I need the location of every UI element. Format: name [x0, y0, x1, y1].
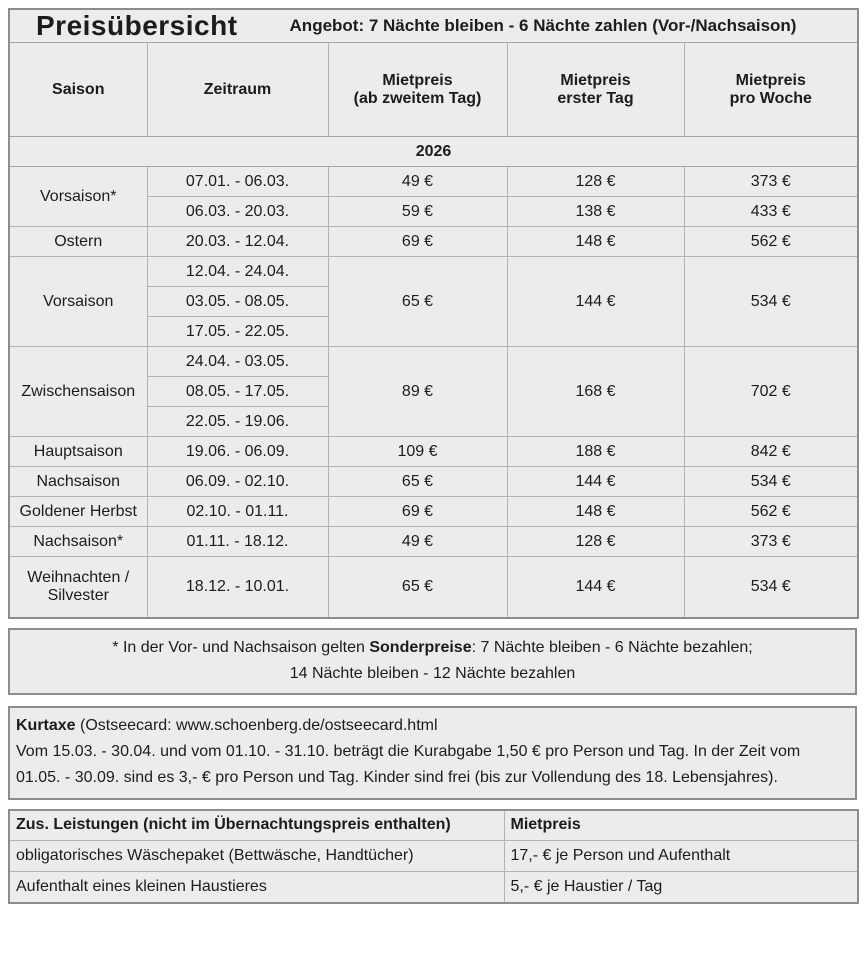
price-ab-zweitem-tag-cell: 69 €	[328, 497, 507, 527]
note-suffix: : 7 Nächte bleiben - 6 Nächte bezahlen;	[471, 638, 753, 656]
zeitraum-cell: 03.05. - 08.05.	[147, 287, 328, 317]
price-pro-woche-cell: 562 €	[684, 497, 858, 527]
zeitraum-cell: 24.04. - 03.05.	[147, 347, 328, 377]
zeitraum-cell: 06.09. - 02.10.	[147, 467, 328, 497]
zeitraum-cell: 01.11. - 18.12.	[147, 527, 328, 557]
column-header-sublabel: (ab zweitem Tag)	[353, 89, 482, 107]
note-bold-term: Sonderpreise	[369, 638, 472, 656]
kurtaxe-body: Vom 15.03. - 30.04. und vom 01.10. - 31.10. beträgt die Kurabgabe 1,50 € pro Person und Tag. In der Zeit vom 01.05. - 30.09. sind es 3,- € pro Person und Tag. Kinder sind frei (bis zur Vollendung des 18. Lebensjahres).	[16, 742, 801, 786]
column-header-mietpreis-ab-zweitem-tag	[328, 43, 507, 137]
zeitraum-cell: 07.01. - 06.03.	[147, 167, 328, 197]
column-header-zeitraum	[147, 43, 328, 137]
year-row	[9, 137, 858, 167]
price-ab-zweitem-tag-cell: 65 €	[328, 557, 507, 618]
price-pro-woche-cell: 842 €	[684, 437, 858, 467]
season-cell: Goldener Herbst	[9, 497, 147, 527]
column-header-saison	[9, 43, 147, 137]
price-pro-woche-cell: 433 €	[684, 197, 858, 227]
season-cell: Weihnachten / Silvester	[9, 557, 147, 618]
price-ab-zweitem-tag-cell: 109 €	[328, 437, 507, 467]
extras-header-row	[9, 810, 858, 841]
price-ab-zweitem-tag-cell: 49 €	[328, 527, 507, 557]
price-erster-tag-cell: 148 €	[507, 227, 684, 257]
price-ab-zweitem-tag-cell: 89 €	[328, 347, 507, 437]
extras-header-leistungen: Zus. Leistungen (nicht im Übernachtungspreis enthalten)	[9, 810, 504, 841]
season-cell: Nachsaison*	[9, 527, 147, 557]
extras-table	[8, 809, 859, 904]
column-header-mietpreis-erster-tag	[507, 43, 684, 137]
price-ab-zweitem-tag-cell: 65 €	[328, 257, 507, 347]
price-ab-zweitem-tag-cell: 69 €	[328, 227, 507, 257]
price-ab-zweitem-tag-cell: 49 €	[328, 167, 507, 197]
price-pro-woche-cell: 534 €	[684, 257, 858, 347]
season-cell: Hauptsaison	[9, 437, 147, 467]
table-row	[9, 557, 858, 618]
zeitraum-cell: 02.10. - 01.11.	[147, 497, 328, 527]
extras-leistung-cell: Aufenthalt eines kleinen Haustieres	[9, 872, 504, 903]
price-pro-woche-cell: 373 €	[684, 167, 858, 197]
column-header-label: Mietpreis	[735, 71, 806, 89]
price-pro-woche-cell: 534 €	[684, 557, 858, 618]
table-row	[9, 167, 858, 197]
column-header-label: Zeitraum	[203, 80, 272, 98]
column-header-mietpreis-pro-woche	[684, 43, 858, 137]
table-row	[9, 467, 858, 497]
season-cell: Vorsaison	[9, 257, 147, 347]
column-header-sublabel: pro Woche	[729, 89, 812, 107]
zeitraum-cell: 08.05. - 17.05.	[147, 377, 328, 407]
offer-text: Angebot: 7 Nächte bleiben - 6 Nächte zahlen (Vor-/Nachsaison)	[289, 16, 797, 35]
page-title: Preisübersicht	[36, 10, 238, 41]
table-row	[9, 437, 858, 467]
price-erster-tag-cell: 144 €	[507, 467, 684, 497]
price-erster-tag-cell: 128 €	[507, 167, 684, 197]
extras-mietpreis-cell: 17,- € je Person und Aufenthalt	[504, 841, 858, 872]
zeitraum-cell: 17.05. - 22.05.	[147, 317, 328, 347]
zeitraum-cell: 19.06. - 06.09.	[147, 437, 328, 467]
table-row	[9, 872, 858, 903]
price-pro-woche-cell: 534 €	[684, 467, 858, 497]
price-erster-tag-cell: 168 €	[507, 347, 684, 437]
extras-mietpreis-cell: 5,- € je Haustier / Tag	[504, 872, 858, 903]
price-ab-zweitem-tag-cell: 59 €	[328, 197, 507, 227]
price-pro-woche-cell: 373 €	[684, 527, 858, 557]
season-cell: Zwischensaison	[9, 347, 147, 437]
price-erster-tag-cell: 144 €	[507, 557, 684, 618]
price-erster-tag-cell: 144 €	[507, 257, 684, 347]
zeitraum-cell: 20.03. - 12.04.	[147, 227, 328, 257]
table-row	[9, 257, 858, 287]
extras-leistung-cell: obligatorisches Wäschepaket (Bettwäsche, Handtücher)	[9, 841, 504, 872]
season-cell: Ostern	[9, 227, 147, 257]
price-pro-woche-cell: 702 €	[684, 347, 858, 437]
zeitraum-cell: 22.05. - 19.06.	[147, 407, 328, 437]
season-cell: Vorsaison*	[9, 167, 147, 227]
price-erster-tag-cell: 188 €	[507, 437, 684, 467]
column-header-label: Mietpreis	[560, 71, 631, 89]
column-header-sublabel: erster Tag	[557, 89, 634, 107]
table-row	[9, 497, 858, 527]
zeitraum-cell: 06.03. - 20.03.	[147, 197, 328, 227]
year-cell: 2026	[9, 137, 858, 167]
kurtaxe-heading: Kurtaxe	[16, 716, 76, 734]
price-erster-tag-cell: 128 €	[507, 527, 684, 557]
special-price-note	[8, 628, 857, 695]
note-prefix: * In der Vor- und Nachsaison gelten	[112, 638, 370, 656]
extras-header-mietpreis: Mietpreis	[504, 810, 858, 841]
title-row	[9, 9, 858, 43]
column-header-row	[9, 43, 858, 137]
price-pro-woche-cell: 562 €	[684, 227, 858, 257]
table-row	[9, 347, 858, 377]
table-row	[9, 841, 858, 872]
table-row	[9, 527, 858, 557]
title-cell	[9, 9, 858, 43]
price-erster-tag-cell: 148 €	[507, 497, 684, 527]
table-row	[9, 227, 858, 257]
price-erster-tag-cell: 138 €	[507, 197, 684, 227]
zeitraum-cell: 18.12. - 10.01.	[147, 557, 328, 618]
note-line2: 14 Nächte bleiben - 12 Nächte bezahlen	[289, 664, 576, 682]
kurtaxe-heading-rest: (Ostseecard: www.schoenberg.de/ostseecard.html	[75, 716, 438, 734]
price-ab-zweitem-tag-cell: 65 €	[328, 467, 507, 497]
column-header-label: Saison	[52, 80, 105, 98]
price-overview-table	[8, 8, 859, 619]
zeitraum-cell: 12.04. - 24.04.	[147, 257, 328, 287]
kurtaxe-info	[8, 706, 857, 800]
column-header-label: Mietpreis	[382, 71, 453, 89]
season-cell: Nachsaison	[9, 467, 147, 497]
